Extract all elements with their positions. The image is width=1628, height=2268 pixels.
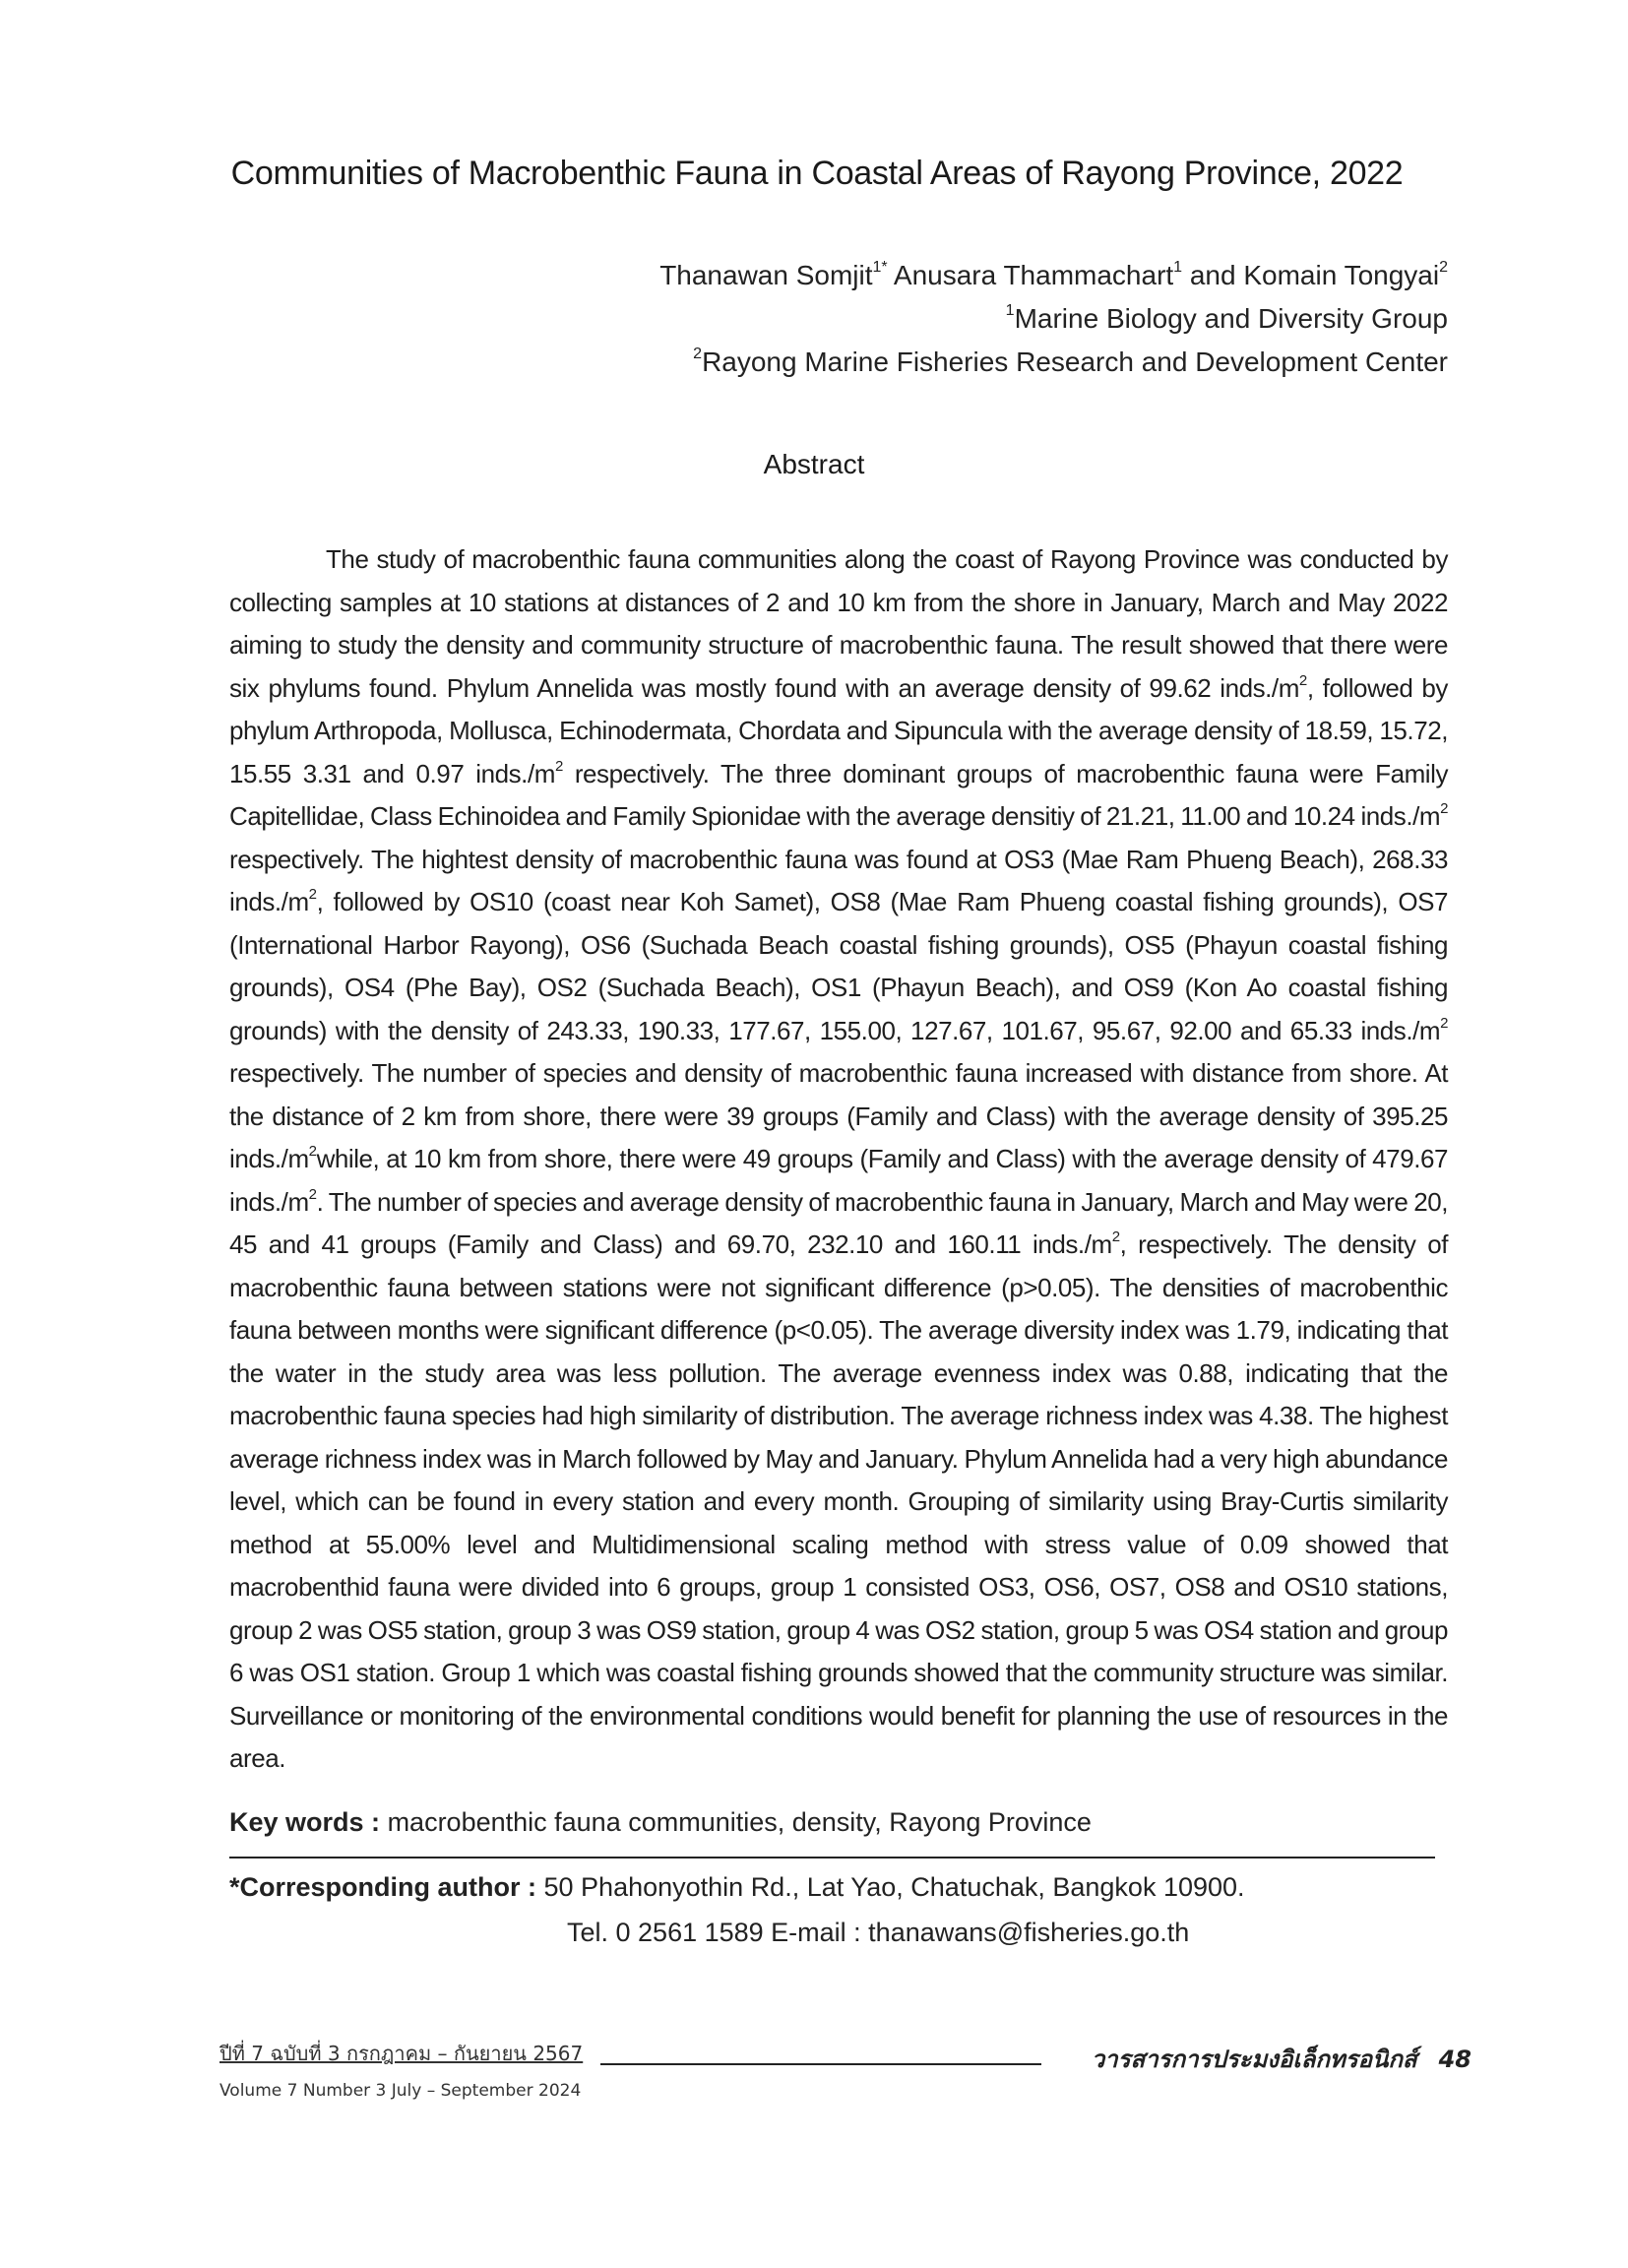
footer-journal <box>1092 2040 1471 2078</box>
footer-thai-issue: ปีที่ 7 ฉบับที่ 3 กรกฎาคม – กันยายน 2567 <box>219 2042 584 2065</box>
corresponding-address: 50 Phahonyothin Rd., Lat Yao, Chatuchak, Bangkok 10900. <box>543 1872 1245 1902</box>
page-number: 48 <box>1438 2046 1471 2073</box>
corresponding-contact: Tel. 0 2561 1589 E-mail : thanawans@fisheries.go.th <box>567 1918 1190 1947</box>
keywords-text: macrobenthic fauna communities, density, Rayong Province <box>387 1807 1092 1837</box>
journal-name: วารสารการประมงอิเล็กทรอนิกส์ <box>1091 2046 1417 2073</box>
affiliation-text: Marine Biology and Diversity Group <box>1014 303 1448 334</box>
superscript: 2 <box>1111 1228 1120 1245</box>
corresponding-label: *Corresponding author : <box>229 1872 536 1902</box>
abstract-body <box>229 538 1448 1781</box>
author-conjunction: and <box>1189 260 1236 290</box>
superscript: 2 <box>308 1185 317 1203</box>
superscript: 2 <box>1298 671 1307 689</box>
abstract-text: respectively. The three dominant groups of macrobenthic fauna were Family Capitellidae, Class Echinoidea and Family Spionidae with the average densitiy of 21.21, 11.00 and 10.24 inds./m <box>229 758 1448 831</box>
superscript: 2 <box>1440 800 1448 817</box>
corresponding-author <box>229 1864 1245 1955</box>
author-superscript: 1 <box>1173 259 1183 276</box>
affiliation-superscript: 2 <box>693 346 703 362</box>
abstract-text: . The number of species and average density of macrobenthic fauna in January, March and May were 20, 45 and 41 groups (Family and Class) and 69.70, 232.10 and 160.11 inds./m <box>229 1186 1448 1259</box>
abstract-text: respectively. The hightest density of macrobenthic fauna was found at OS3 (Mae Ram Phueng Beach), 268.33 inds./m <box>229 844 1448 916</box>
superscript: 2 <box>1440 1014 1448 1032</box>
keywords <box>229 1807 1092 1838</box>
author-line <box>659 254 1448 297</box>
divider <box>229 1857 1435 1858</box>
affiliation-superscript: 1 <box>1005 302 1015 319</box>
author-name: Thanawan Somjit <box>659 260 873 290</box>
paper-title: Communities of Macrobenthic Fauna in Coastal Areas of Rayong Province, 2022 <box>230 155 1404 192</box>
footer-issue <box>219 2038 583 2101</box>
author-name: Komain Tongyai <box>1243 260 1440 290</box>
abstract-text: while, at 10 km from shore, there were 49 groups (Family and Class) with the average density of 479.67 inds./m <box>229 1144 1448 1217</box>
superscript: 2 <box>308 1143 317 1160</box>
corresponding-line <box>229 1864 1245 1910</box>
author-superscript: 2 <box>1439 259 1448 276</box>
author-superscript: 1* <box>872 259 888 276</box>
abstract-text: , followed by OS10 (coast near Koh Samet), OS8 (Mae Ram Phueng coastal fishing grounds), OS7 (International Harbor Rayong), OS6 (Suchada Beach coastal fishing grounds), OS5 (Phayun coastal fishing grounds), OS4 (Phe Bay), OS2 (Suchada Beach), OS1 (Phayun Beach), and OS9 (Kon Ao coastal fishing grounds) with the density of 243.33, 190.33, 177.67, 155.00, 127.67, 101.67, 95.67, 92.00 and 65.33 inds./m <box>229 887 1448 1045</box>
author-name: Anusara Thammachart <box>893 260 1174 290</box>
superscript: 2 <box>554 757 563 775</box>
abstract-text: respectively. The number of species and density of macrobenthic fauna increased with distance from shore. At the distance of 2 km from shore, there were 39 groups (Family and Class) with the average density of 395.25 inds./m <box>229 1058 1448 1173</box>
abstract-text: The study of macrobenthic fauna communities along the coast of Rayong Province was conducted by collecting samples at 10 stations at distances of 2 and 10 km from the shore in January, March and May 2022 aiming to study the density and community structure of macrobenthic fauna. The result showed that there were six phylums found. Phylum Annelida was mostly found with an average density of 99.62 inds./m <box>229 544 1448 703</box>
footer-divider <box>600 2063 1041 2065</box>
abstract-heading: Abstract <box>763 449 865 479</box>
affiliation-text: Rayong Marine Fisheries Research and Development Center <box>702 346 1448 377</box>
affiliation-line <box>659 341 1448 384</box>
superscript: 2 <box>308 886 317 903</box>
affiliation-line <box>659 297 1448 341</box>
author-block <box>659 254 1448 384</box>
footer-english-issue: Volume 7 Number 3 July – September 2024 <box>219 2081 582 2101</box>
abstract-text: , followed by phylum Arthropoda, Mollusca, Echinodermata, Chordata and Sipuncula with the average density of 18.59, 15.72, 15.55 3.31 and 0.97 inds./m <box>229 672 1448 788</box>
keywords-label: Key words : <box>229 1807 381 1837</box>
abstract-text: , respectively. The density of macrobenthic fauna between stations were not significant difference (p>0.05). The densities of macrobenthic fauna between months were significant difference (p<0.05). The average diversity index was 1.79, indicating that the water in the study area was less pollution. The average evenness index was 0.88, indicating that the macrobenthic fauna species had high similarity of distribution. The average richness index was 4.38. The highest average richness index was in March followed by May and January. Phylum Annelida had a very high abundance level, which can be found in every station and every month. Grouping of similarity using Bray-Curtis similarity method at 55.00% level and Multidimensional scaling method with stress value of 0.09 showed that macrobenthid fauna were divided into 6 groups, group 1 consisted OS3, OS6, OS7, OS8 and OS10 stations, group 2 was OS5 station, group 3 was OS9 station, group 4 was OS2 station, group 5 was OS4 station and group 6 was OS1 station. Group 1 which was coastal fishing grounds showed that the community structure was similar. Surveillance or monitoring of the environmental conditions would benefit for planning the use of resources in the area. <box>229 1229 1448 1773</box>
